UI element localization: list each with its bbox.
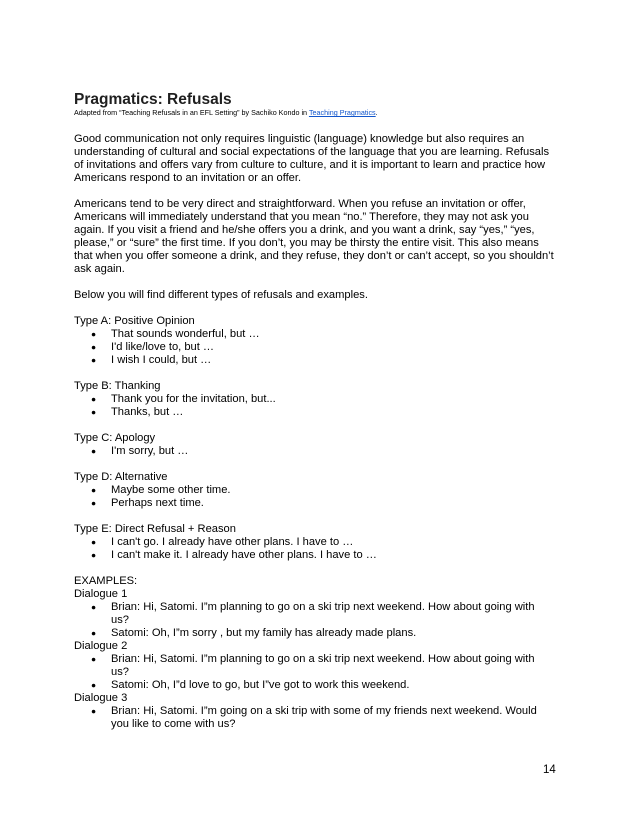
type-c-list bbox=[74, 445, 554, 458]
type-d-label: Type D: Alternative bbox=[74, 471, 168, 483]
list-item: ● Brian: Hi, Satomi. I”m going on a ski trip with some of my friends next weekend. Would you like to come with us? bbox=[74, 705, 554, 731]
dialogue-2-label: Dialogue 2 bbox=[74, 640, 128, 652]
list-item: ● Satomi: Oh, I”d love to go, but I”ve got to work this weekend. bbox=[74, 679, 554, 692]
americans-paragraph: Americans tend to be very direct and straightforward. When you refuse an invitation or offer, Americans will immediately understand that you mean “no.” Therefore, they may not ask you again. If you visit a friend and he/she offers you a drink, and you want a drink, say “yes,” “yes, please,” or “sure” the first time. If you don’t, you may be thirsty the entire visit. This also means that when you offer someone a drink, and they refuse, they don’t or can’t accept, so you shouldn’t ask again. bbox=[74, 198, 554, 275]
type-b-section bbox=[74, 380, 554, 419]
list-item: ● Maybe some other time. bbox=[74, 484, 554, 497]
type-c-section bbox=[74, 432, 554, 458]
type-d-section bbox=[74, 471, 554, 510]
dialogue-2-list bbox=[74, 653, 554, 692]
list-item: ● Brian: Hi, Satomi. I”m planning to go on a ski trip next weekend. How about going with us? bbox=[74, 601, 554, 627]
subtitle-prefix: Adapted from “Teaching Refusals in an EFL Setting” by Sachiko Kondo in bbox=[74, 108, 309, 117]
page-number: 14 bbox=[543, 764, 556, 776]
type-a-list bbox=[74, 328, 554, 367]
list-item: ● I wish I could, but … bbox=[74, 354, 554, 367]
type-d-list bbox=[74, 484, 554, 510]
type-c-label: Type C: Apology bbox=[74, 432, 156, 444]
type-e-label: Type E: Direct Refusal + Reason bbox=[74, 523, 236, 535]
list-item: ● Thank you for the invitation, but... bbox=[74, 393, 554, 406]
subtitle-suffix: . bbox=[375, 108, 378, 117]
list-item: ● Satomi: Oh, I”m sorry , but my family has already made plans. bbox=[74, 627, 554, 640]
type-a-section bbox=[74, 315, 554, 367]
list-item: ● Thanks, but … bbox=[74, 406, 554, 419]
list-item: ● That sounds wonderful, but … bbox=[74, 328, 554, 341]
intro-paragraph: Good communication not only requires linguistic (language) knowledge but also requires an understanding of cultural and social expectations of the language that you are learning. Refusals of invitations and offers vary from culture to culture, and it is important to learn and practice how Americans respond to an invitation or an offer. bbox=[74, 133, 550, 184]
type-e-section bbox=[74, 523, 554, 562]
subtitle bbox=[74, 108, 554, 117]
list-item: ● Perhaps next time. bbox=[74, 497, 554, 510]
dialogue-3-label: Dialogue 3 bbox=[74, 692, 128, 704]
list-item: ● I'd like/love to, but … bbox=[74, 341, 554, 354]
dialogue-3-list bbox=[74, 705, 554, 731]
teaching-pragmatics-link[interactable]: Teaching Pragmatics bbox=[308, 108, 376, 117]
page-content bbox=[74, 91, 554, 731]
list-item: ● Brian: Hi, Satomi. I”m planning to go on a ski trip next weekend. How about going with us? bbox=[74, 653, 554, 679]
examples-section bbox=[74, 575, 554, 731]
type-e-list bbox=[74, 536, 554, 562]
list-item: ● I can't make it. I already have other plans. I have to … bbox=[74, 549, 554, 562]
list-item: ● I can't go. I already have other plans. I have to … bbox=[74, 536, 554, 549]
page-title: Pragmatics: Refusals bbox=[74, 91, 232, 108]
type-b-list bbox=[74, 393, 554, 419]
type-a-label: Type A: Positive Opinion bbox=[74, 315, 195, 327]
dialogue-1-label: Dialogue 1 bbox=[74, 588, 128, 600]
type-b-label: Type B: Thanking bbox=[74, 380, 161, 392]
below-paragraph: Below you will find different types of refusals and examples. bbox=[74, 289, 368, 301]
examples-heading: EXAMPLES: bbox=[74, 575, 138, 587]
dialogue-1-list bbox=[74, 601, 554, 640]
list-item: ● I'm sorry, but … bbox=[74, 445, 554, 458]
